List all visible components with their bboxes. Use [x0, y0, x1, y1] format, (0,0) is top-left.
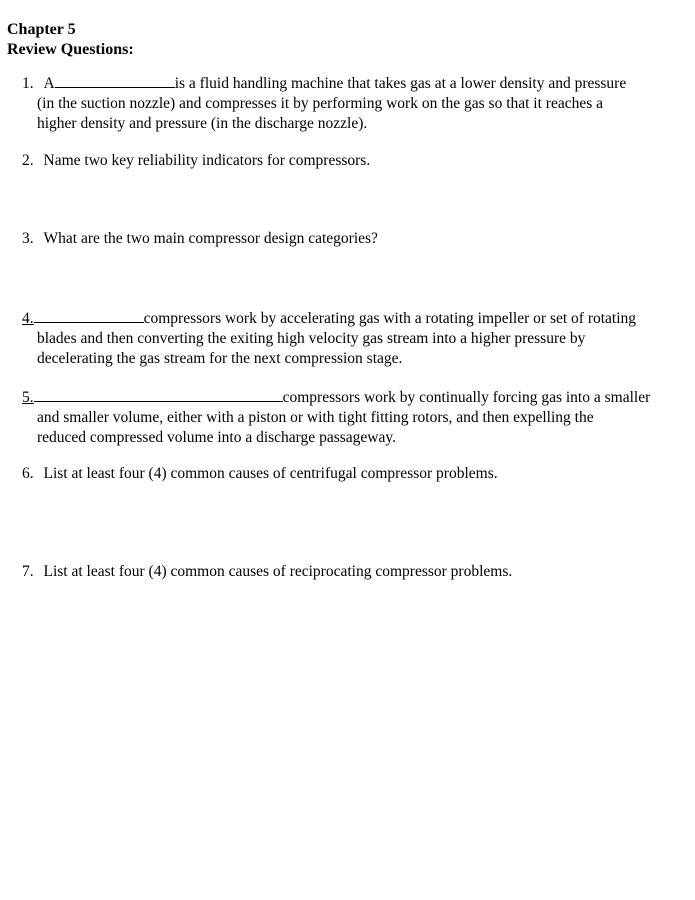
question-text: compressors work by continually forcing gas into a smaller: [282, 389, 651, 406]
question-text: and smaller volume, either with a piston or with tight fitting rotors, and then expelling the: [37, 409, 594, 426]
question-text: blades and then converting the exiting high velocity gas stream into a higher pressure by: [37, 330, 586, 347]
question-number: 5.: [22, 389, 34, 406]
question-text: List at least four (4) common causes of reciprocating compressor problems.: [43, 563, 513, 580]
answer-blank[interactable]: [34, 386, 283, 402]
question-number: 1.: [22, 75, 34, 92]
question-prefix: A: [43, 75, 55, 92]
question-number: 2.: [22, 152, 34, 169]
question-text: higher density and pressure (in the discharge nozzle).: [37, 115, 368, 132]
question-number: 3.: [22, 230, 34, 247]
question-number: 4.: [22, 310, 34, 327]
question-text: List at least four (4) common causes of centrifugal compressor problems.: [43, 465, 498, 482]
section-title: Review Questions:: [7, 41, 134, 58]
answer-blank[interactable]: [55, 72, 175, 88]
question-number: 7.: [22, 563, 34, 580]
chapter-title: Chapter 5: [7, 21, 76, 38]
question-5: [22, 386, 690, 448]
question-3: [22, 229, 690, 249]
question-text: What are the two main compressor design categories?: [43, 230, 378, 247]
question-text: (in the suction nozzle) and compresses it by performing work on the gas so that it reaches a: [37, 95, 604, 112]
question-text: decelerating the gas stream for the next compression stage.: [37, 350, 403, 367]
question-2: [22, 151, 690, 171]
question-4: [22, 307, 690, 369]
question-text: reduced compressed volume into a discharge passageway.: [37, 429, 396, 446]
question-text: compressors work by accelerating gas with a rotating impeller or set of rotating: [143, 310, 637, 327]
question-6: [22, 464, 690, 484]
question-text: Name two key reliability indicators for compressors.: [43, 152, 371, 169]
question-text: is a fluid handling machine that takes gas at a lower density and pressure: [174, 75, 627, 92]
question-number: 6.: [22, 465, 34, 482]
question-7: [22, 562, 690, 582]
answer-blank[interactable]: [34, 307, 144, 323]
question-1: [22, 72, 690, 134]
